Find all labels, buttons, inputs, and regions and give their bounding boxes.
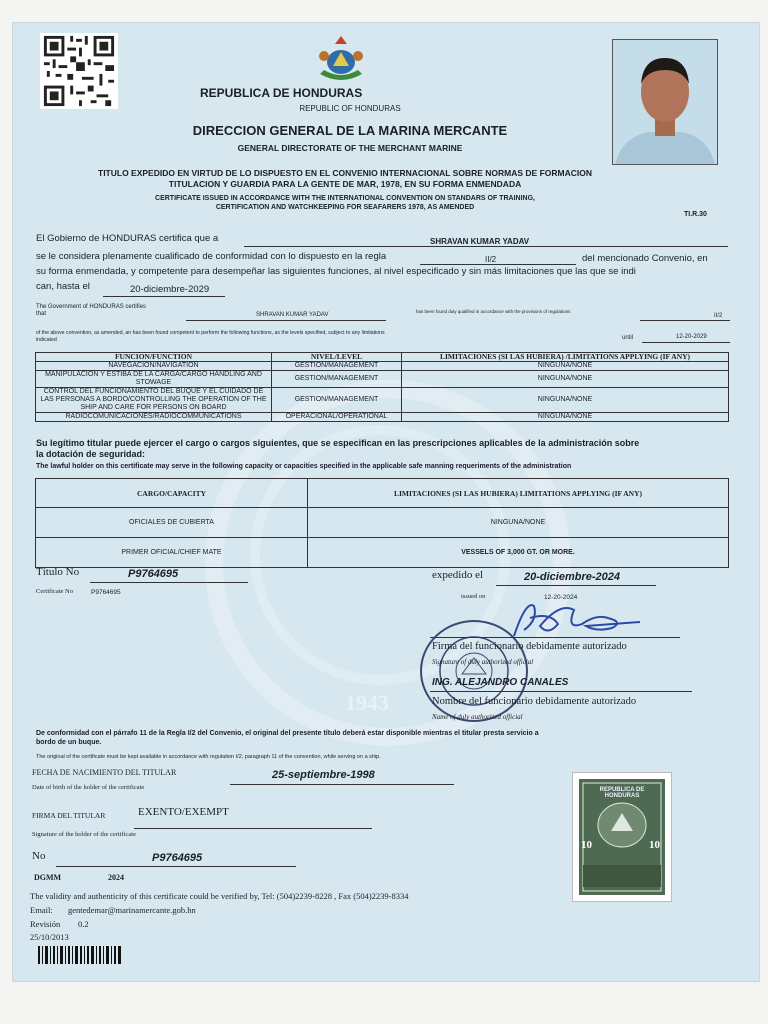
stamp-value-left: 10	[581, 839, 592, 851]
no-label: No	[32, 850, 46, 862]
holder-photo	[612, 39, 718, 165]
titulo-number: P9764695	[128, 568, 179, 580]
official-name: ING. ALEJANDRO CANALES	[432, 677, 569, 688]
certificate-no-label: Certificate No	[36, 588, 73, 595]
verify-text: The validity and authenticity of this certificate could be verified by, Tel: (504)2239-8228 , Fax (504)2239-8334	[30, 891, 409, 901]
nombre-en-label: Name of duly authorized official	[432, 713, 523, 721]
firma-es-label: Firma del funcionario debidamente autorizado	[432, 641, 627, 652]
function-cell: MANIPULACION Y ESTIBA DE LA CARGA/CARGO HANDLING AND STOWAGE	[36, 371, 272, 388]
email-link[interactable]: gentedemar@marinamercante.gob.hn	[68, 905, 196, 915]
limits-cell: NINGUNA/NONE	[402, 371, 729, 388]
certify-line4-prefix: can, hasta el	[36, 281, 90, 292]
firma-titular-en: Signature of the holder of the certificate	[32, 831, 136, 838]
function-cell: RADIOCOMUNICACIONES/RADIOCOMMUNICATIONS	[36, 413, 272, 422]
reference-code: TI.R.30	[684, 211, 707, 218]
dgmm-year: 2024	[108, 873, 124, 882]
certify-line1-prefix: El Gobierno de HONDURAS certifica que a	[36, 233, 219, 244]
functions-table	[35, 352, 729, 422]
table-row	[36, 413, 729, 422]
en-regulation: II/2	[714, 313, 723, 319]
firma-titular-value: EXENTO/EXEMPT	[138, 806, 229, 818]
regulation-number: II/2	[485, 255, 497, 264]
authority-title-en: GENERAL DIRECTORATE OF THE MERCHANT MARINE	[237, 143, 463, 153]
en-found-text: has been found duly qualified in accordance with the provisions of regulations	[416, 309, 571, 314]
level-cell: OPERACIONAL/OPERATIONAL	[272, 413, 402, 422]
en-holder-name: SHRAVAN KUMAR YADAV	[256, 312, 329, 318]
en-line2b: indicated	[36, 337, 57, 343]
dob-en-label: Date of birth of the holder of the certificate	[32, 784, 145, 791]
stamp-top-text: REPUBLICA DE HONDURAS	[599, 787, 645, 799]
authority-title-es: DIRECCION GENERAL DE LA MARINA MERCANTE	[192, 123, 508, 138]
revision-label: Revisión	[30, 919, 61, 929]
level-cell: GESTION/MANAGEMENT	[272, 362, 402, 371]
capacity-limits-cell: VESSELS OF 3,000 GT. OR MORE.	[308, 538, 729, 568]
expedido-label: expedido el	[432, 569, 484, 581]
limits-cell: NINGUNA/NONE	[402, 362, 729, 371]
barcode	[38, 946, 122, 964]
titulo-label: Título No	[36, 566, 80, 578]
function-cell: NAVEGACION/NAVIGATION	[36, 362, 272, 371]
issued-on-label: issued on	[461, 593, 486, 600]
valid-until-es: 20-diciembre-2029	[130, 284, 210, 295]
title-en-line2: CERTIFICATION AND WATCHKEEPING FOR SEAFARERS 1978, AS AMENDED	[215, 204, 475, 211]
limits-cell: NINGUNA/NONE	[402, 413, 729, 422]
table-row	[36, 538, 729, 568]
expedido-date: 20-diciembre-2024	[524, 571, 620, 583]
conformidad-en: The original of the certificate must be kept available in accordance with regulation I/2, paragraph 11 of the convention, while serving on a ship.	[36, 754, 381, 760]
capacity-cell: PRIMER OFICIAL/CHIEF MATE	[36, 538, 308, 568]
certify-line2-suffix: del mencionado Convenio, en	[582, 253, 708, 264]
level-cell: GESTION/MANAGEMENT	[272, 371, 402, 388]
en-gov-line2: that	[36, 311, 47, 317]
revenue-stamp	[572, 772, 672, 902]
functions-header-function: FUNCION/FUNCTION	[36, 353, 272, 362]
revision-value: 0.2	[78, 919, 89, 929]
capacity-es-line2: la dotación de seguridad:	[36, 449, 146, 459]
firma-en-label: Signature of duly authorized official	[432, 658, 534, 666]
level-cell: GESTION/MANAGEMENT	[272, 388, 402, 413]
capacity-table	[35, 478, 729, 568]
limits-cell: NINGUNA/NONE	[402, 388, 729, 413]
dob-label: FECHA DE NACIMIENTO DEL TITULAR	[32, 768, 177, 777]
table-row	[36, 508, 729, 538]
functions-header-level: NIVEL/LEVEL	[272, 353, 402, 362]
conformidad-es-line2: bordo de un buque.	[36, 739, 102, 746]
holder-name: SHRAVAN KUMAR YADAV	[430, 237, 530, 246]
certify-line2-prefix: se le considera plenamente cualificado de conformidad con lo dispuesto en la regla	[36, 251, 387, 262]
watermark-year: 1943	[345, 690, 389, 715]
title-es-line2: TITULACION Y GUARDIA PARA LA GENTE DE MAR, 1978, EN SU FORMA ENMENDADA	[168, 179, 522, 189]
firma-titular-label: FIRMA DEL TITULAR	[32, 811, 106, 820]
capacity-es-line1: Su legítimo titular puede ejercer el cargo o cargos siguientes, que se especifican en las prescripciones aplicables de la administración sobre	[36, 438, 640, 448]
capacity-limits-cell: NINGUNA/NONE	[308, 508, 729, 538]
en-until-date: 12-20-2029	[676, 334, 707, 340]
table-row	[36, 362, 729, 371]
country-title-es: REPUBLICA DE HONDURAS	[200, 86, 363, 100]
date-of-birth: 25-septiembre-1998	[272, 769, 375, 781]
conformidad-es-line1: De conformidad con el párrafo 11 de la Regla I/2 del Convenio, el original del presente título deberá estar disponible mientras el titular presta servicio a	[36, 730, 539, 737]
no-value: P9764695	[152, 852, 203, 864]
en-line2a: of the above convention, as amended, an has been found competent to perform the following functions, as the levels specified, subject to any limitations	[36, 330, 385, 336]
capacity-cell: OFICIALES DE CUBIERTA	[36, 508, 308, 538]
capacity-header-cargo: CARGO/CAPACITY	[36, 479, 308, 508]
country-title-en: REPUBLIC OF HONDURAS	[299, 104, 401, 113]
certify-line3: su forma enmendada, y competente para desempeñar las siguientes funciones, al nivel especificado y sin más limitaciones que las que se indi	[36, 266, 636, 277]
certificate-no: P9764695	[91, 589, 121, 596]
stamp-value-right: 10	[649, 839, 660, 851]
nombre-es-label: Nombre del funcionario debidamente autorizado	[432, 696, 637, 707]
en-gov-line1: The Government of HONDURAS certifies	[36, 304, 147, 310]
title-es-line1: TITULO EXPEDIDO EN VIRTUD DE LO DISPUESTO EN EL CONVENIO INTERNACIONAL SOBRE NORMAS DE FORMACION	[98, 168, 592, 178]
title-en-line1: CERTIFICATE ISSUED IN ACCORDANCE WITH THE INTERNATIONAL CONVENTION ON STANDARS OF TRAINING,	[155, 195, 535, 202]
qr-code	[40, 33, 118, 109]
email-label: Email:	[30, 905, 53, 915]
table-row	[36, 388, 729, 413]
table-row	[36, 371, 729, 388]
en-until-label: until	[622, 335, 634, 341]
function-cell: CONTROL DEL FUNCIONAMIENTO DEL BUQUE Y EL CUIDADO DE LAS PERSONAS A BORDO/CONTROLLING THE OPERATION OF THE SHIP AND CARE FOR PERSONS ON BOARD	[36, 388, 272, 413]
functions-header-limits: LIMITACIONES (SI LAS HUBIERA) /LIMITATIONS APPLYING (IF ANY)	[402, 353, 729, 362]
capacity-en: The lawful holder on this certificate may serve in the following capacity or capacities specified in the applicable safe manning requeriments of the administration	[36, 463, 572, 470]
revision-date: 25/10/2013	[30, 932, 69, 942]
coat-of-arms-emblem	[314, 34, 368, 84]
capacity-header-limits: LIMITACIONES (SI LAS HUBIERA) LIMITATIONS APPLYING (IF ANY)	[308, 479, 729, 508]
dgmm-label: DGMM	[34, 873, 62, 882]
issued-on-date: 12-20-2024	[544, 594, 578, 601]
